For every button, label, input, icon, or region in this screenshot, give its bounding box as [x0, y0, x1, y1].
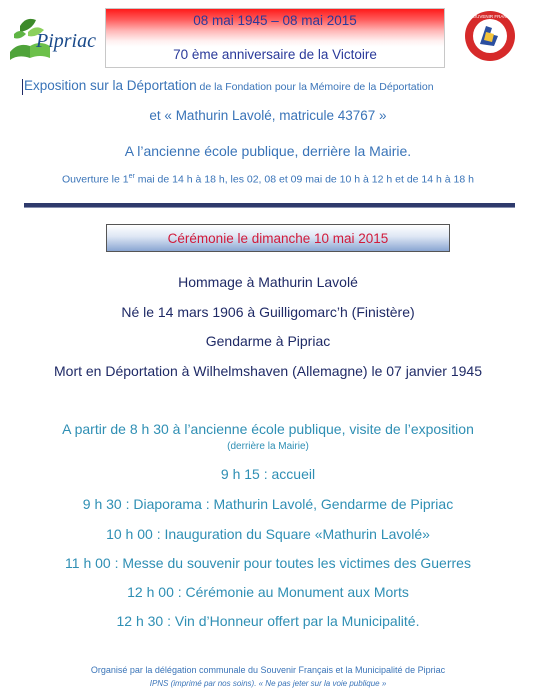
schedule-item: 9 h 15 : accueil: [220, 466, 316, 482]
text-cursor: [22, 79, 23, 95]
exposition-hours: Ouverture le 1er mai de 14 h à 18 h, les 02, 08 et 09 mai de 10 h à 12 h et de 14 h à 18 h: [62, 173, 474, 186]
title-banner: [105, 8, 445, 68]
title-dates: 08 mai 1945 – 08 mai 2015: [193, 13, 357, 28]
birth-line: Né le 14 mars 1906 à Guilligomarc’h (Finistère): [121, 304, 415, 320]
book-leaves-logo-icon: [6, 12, 96, 64]
footer-organizers: Organisé par la délégation communale du Souvenir Français et la Municipalité de Pipriac: [90, 665, 446, 675]
homage-line: Hommage à Mathurin Lavolé: [178, 274, 358, 290]
footer-print-note: IPNS (imprimé par nos soins). « Ne pas jeter sur la voie publique »: [149, 679, 387, 688]
pipriac-logo: [6, 12, 96, 64]
schedule-item: 11 h 00 : Messe du souvenir pour toutes les victimes des Guerres: [65, 555, 471, 571]
souvenir-francais-seal: [464, 10, 516, 62]
schedule-intro-note: (derrière la Mairie): [227, 441, 309, 452]
exposition-location: A l’ancienne école publique, derrière la Mairie.: [124, 143, 412, 159]
schedule-item: 12 h 00 : Cérémonie au Monument aux Morts: [127, 584, 409, 600]
seal-icon: [464, 10, 516, 62]
ceremony-title: Cérémonie le dimanche 10 mai 2015: [167, 230, 389, 246]
ceremony-banner: [106, 224, 450, 252]
schedule-intro: A partir de 8 h 30 à l’ancienne école publique, visite de l’exposition: [62, 421, 474, 437]
death-line: Mort en Déportation à Wilhelmshaven (Allemagne) le 07 janvier 1945: [54, 363, 482, 379]
schedule-item: 10 h 00 : Inauguration du Square «Mathurin Lavolé»: [106, 526, 430, 542]
role-line: Gendarme à Pipriac: [205, 333, 331, 349]
svg-text:LE SOUVENIR FRANÇAIS: LE SOUVENIR FRANÇAIS: [464, 14, 516, 19]
title-anniversary: 70 ème anniversaire de la Victoire: [173, 47, 377, 62]
divider-rule: [24, 203, 515, 208]
exposition-foundation: de la Fondation pour la Mémoire de la Déportation: [196, 81, 434, 93]
schedule-item: 9 h 30 : Diaporama : Mathurin Lavolé, Gendarme de Pipriac: [82, 496, 454, 512]
svg-text:Pipriac: Pipriac: [36, 30, 96, 52]
exposition-title: Exposition sur la Déportation: [24, 78, 197, 93]
exposition-subtitle: et « Mathurin Lavolé, matricule 43767 »: [149, 108, 387, 123]
exposition-heading: [24, 78, 434, 93]
schedule-item: 12 h 30 : Vin d’Honneur offert par la Municipalité.: [116, 613, 420, 629]
